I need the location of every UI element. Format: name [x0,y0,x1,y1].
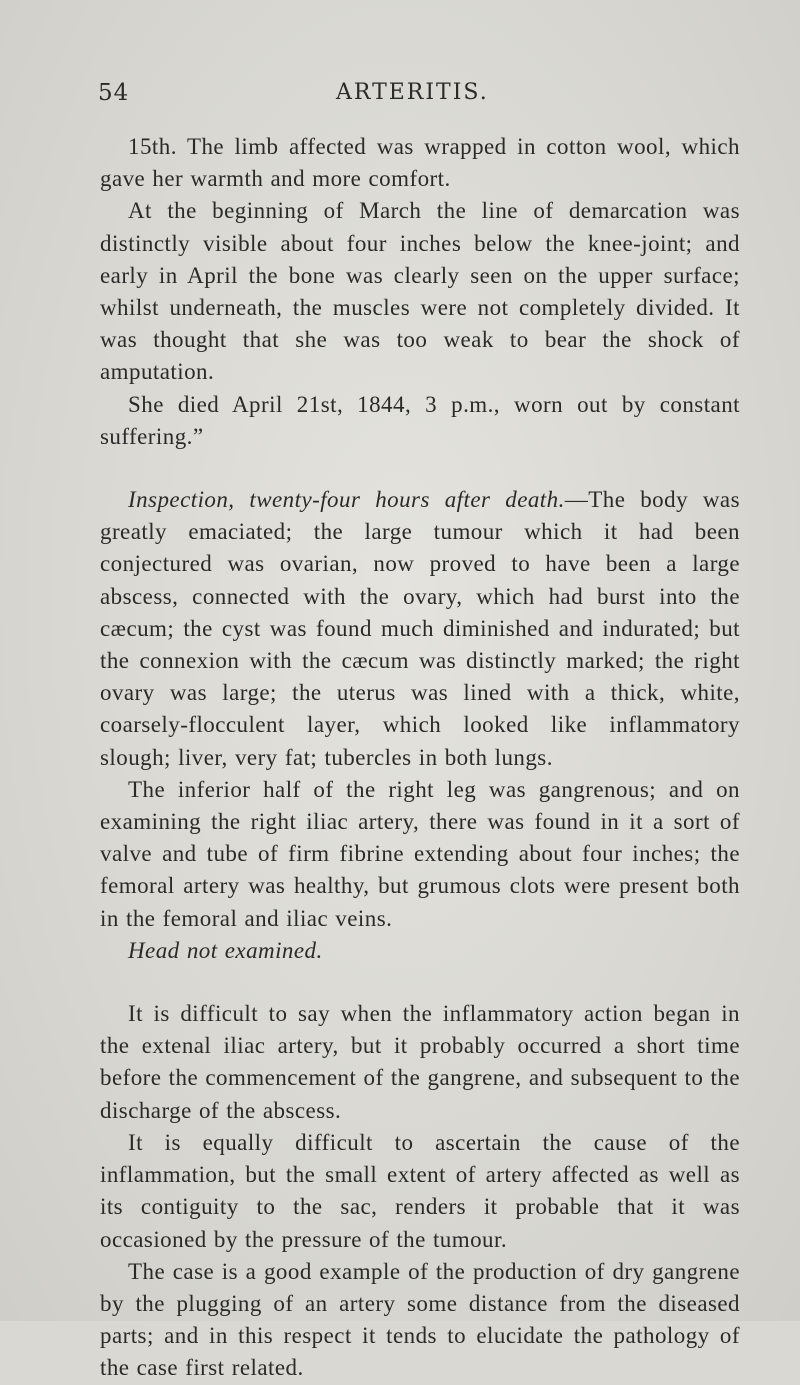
paragraph [100,935,740,967]
running-head: ARTERITIS. [336,80,489,105]
paragraph: At the beginning of March the line of demarcation was distinctly visible about four inches below the knee-joint; and early in April the bone was clearly seen on the upper surface; whilst underneath, the muscles were not completely divided. It was thought that she was too weak to bear the shock of amputation. [100,198,740,385]
paragraph: Inspection, twenty-four hours after death.—The body was greatly emaciated; the large tumour which it had been conjectured was ovarian, now proved to have been a large abscess, connected with the ovary, which had burst into the cæcum; the cyst was found much diminished and indurated; but the connexion with the cæcum was distinctly marked; the right ovary was large; the uterus was lined with a thick, white, coarsely-flocculent layer, which looked like inflammatory slough; liver, very fat; tubercles in both lungs. [100,487,740,770]
paragraph: 15th. The limb affected was wrapped in cotton wool, which gave her warmth and more comfort. [100,134,740,192]
italic-lead: Inspection, twenty-four hours after death. [128,487,565,513]
section-gap [100,967,740,998]
page-header [98,80,738,114]
paragraph: It is equally difficult to ascertain the cause of the inflammation, but the small extent of artery affected as well as its contiguity to the sac, renders it probable that it was occasioned by the pressure of the tumour. [100,1129,740,1252]
paragraph: The inferior half of the right leg was gangrenous; and on examining the right iliac artery, there was found in it a sort of valve and tube of firm fibrine extending about four inches; the femoral artery was healthy, but grumous clots were present both in the femoral and iliac veins. [100,776,740,931]
body-text [100,131,740,1385]
page-number: 54 [98,80,130,106]
paragraph: It is difficult to say when the inflammatory action began in the extenal iliac artery, but it probably occurred a short time before the commencement of the gangrene, and subsequent to the discharge of the abscess. [100,1001,740,1123]
section-gap [100,453,740,484]
paragraph: She died April 21st, 1844, 3 p.m., worn out by constant suffering.” [100,391,740,449]
italic-line: Head not examined. [128,937,323,963]
paragraph: The case is a good example of the production of dry gangrene by the plugging of an artery some distance from the diseased parts; and in this respect it tends to elucidate the pathology of the case first related. [100,1258,740,1381]
